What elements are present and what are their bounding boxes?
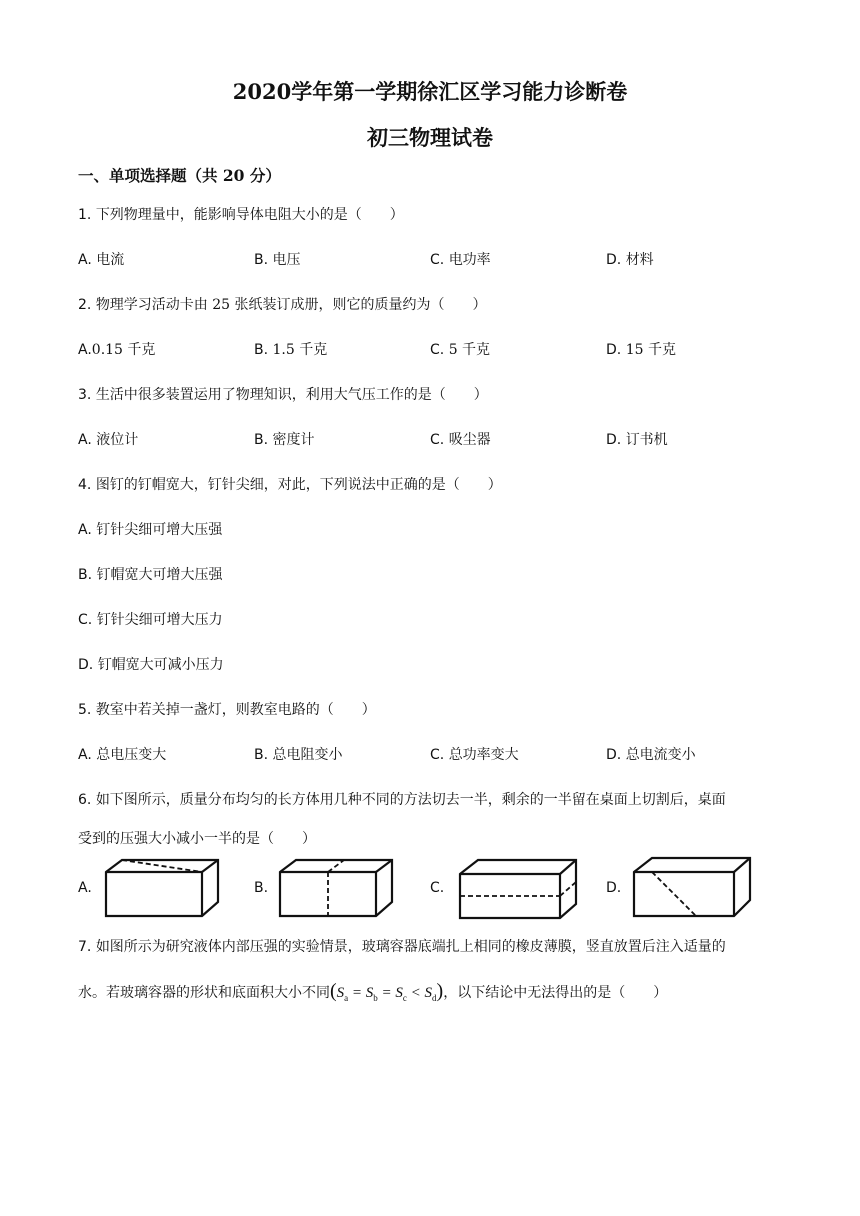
q6-option-d-box-figure xyxy=(630,854,754,920)
question-7-text-line2: 水。若玻璃容器的形状和底面积大小不同$(S_a = S_b = S_c < S_d)$，以下结论中无法得出的是（ ） xyxy=(78,980,668,1003)
question-4: 4. 图钉的钉帽宽大，钉针尖细，对此，下列说法中正确的是（ ） xyxy=(78,477,502,493)
q5-option-b: B. 总电阻变小 xyxy=(254,747,343,763)
q6-option-b-box-figure xyxy=(276,856,396,920)
question-2-text: 物理学习活动卡由 25 张纸装订成册，则它的质量约为（ ） xyxy=(95,297,487,313)
q3-option-b: B. 密度计 xyxy=(254,432,315,448)
question-6-text: 如下图所示，质量分布均匀的长方体用几种不同的方法切去一半，剩余的一半留在桌面上切割后，桌面 xyxy=(95,792,726,808)
q1-option-d: D. 材料 xyxy=(606,252,654,268)
q5-option-d: D. 总电流变小 xyxy=(606,747,696,763)
q5-option-c: C. 总功率变大 xyxy=(430,747,519,763)
section-heading: 一、单项选择题（共 20 分） xyxy=(78,166,281,185)
question-5-text: 教室中若关掉一盏灯，则教室电路的（ ） xyxy=(95,702,376,718)
q4-option-c: C. 钉针尖细可增大压力 xyxy=(78,612,223,628)
question-2: 2. 物理学习活动卡由 25 张纸装订成册，则它的质量约为（ ） xyxy=(78,297,487,313)
q6-option-c-label: C. xyxy=(430,880,445,896)
q3-option-c: C. 吸尘器 xyxy=(430,432,491,448)
area-relation-formula: $(S_a = S_b = S_c < S_d)$ xyxy=(330,980,444,1003)
question-6: 6. 如下图所示，质量分布均匀的长方体用几种不同的方法切去一半，剩余的一半留在桌面上切割后，桌面 xyxy=(78,792,726,808)
q1-option-c: C. 电功率 xyxy=(430,252,491,268)
q6-option-b-label: B. xyxy=(254,880,269,896)
question-4-text: 图钉的钉帽宽大，钉针尖细，对此，下列说法中正确的是（ ） xyxy=(95,477,502,493)
q1-option-a: A. 电流 xyxy=(78,252,125,268)
question-6-text-line2: 受到的压强大小减小一半的是（ ） xyxy=(78,831,316,847)
exam-title: 2020学年第一学期徐汇区学习能力诊断卷 xyxy=(232,79,628,104)
q2-option-d: D. 15 千克 xyxy=(606,342,676,358)
q1-option-b: B. 电压 xyxy=(254,252,301,268)
question-5: 5. 教室中若关掉一盏灯，则教室电路的（ ） xyxy=(78,702,376,718)
q4-option-b: B. 钉帽宽大可增大压强 xyxy=(78,567,223,583)
q5-option-a: A. 总电压变大 xyxy=(78,747,167,763)
question-3: 3. 生活中很多装置运用了物理知识，利用大气压工作的是（ ） xyxy=(78,387,488,403)
q2-option-a: A.0.15 千克 xyxy=(78,342,156,358)
question-7: 7. 如图所示为研究液体内部压强的实验情景，玻璃容器底端扎上相同的橡皮薄膜，竖直放置后注入适量的 xyxy=(78,939,726,955)
q4-option-a: A. 钉针尖细可增大压强 xyxy=(78,522,223,538)
q6-option-a-label: A. xyxy=(78,880,92,896)
question-7-text: 如图所示为研究液体内部压强的实验情景，玻璃容器底端扎上相同的橡皮薄膜，竖直放置后注入适量的 xyxy=(95,939,726,955)
q6-option-d-label: D. xyxy=(606,880,622,896)
q3-option-a: A. 液位计 xyxy=(78,432,139,448)
q6-option-c-box-figure xyxy=(456,856,580,924)
q2-option-c: C. 5 千克 xyxy=(430,342,491,358)
q3-option-d: D. 订书机 xyxy=(606,432,668,448)
question-1: 1. 下列物理量中，能影响导体电阻大小的是（ ） xyxy=(78,207,404,223)
question-3-text: 生活中很多装置运用了物理知识，利用大气压工作的是（ ） xyxy=(95,387,488,403)
exam-subtitle: 初三物理试卷 xyxy=(367,125,493,150)
q6-option-a-box-figure xyxy=(102,856,222,920)
q4-option-d: D. 钉帽宽大可减小压力 xyxy=(78,657,224,673)
q2-option-b: B. 1.5 千克 xyxy=(254,342,328,358)
question-1-text: 下列物理量中，能影响导体电阻大小的是（ ） xyxy=(95,207,404,223)
